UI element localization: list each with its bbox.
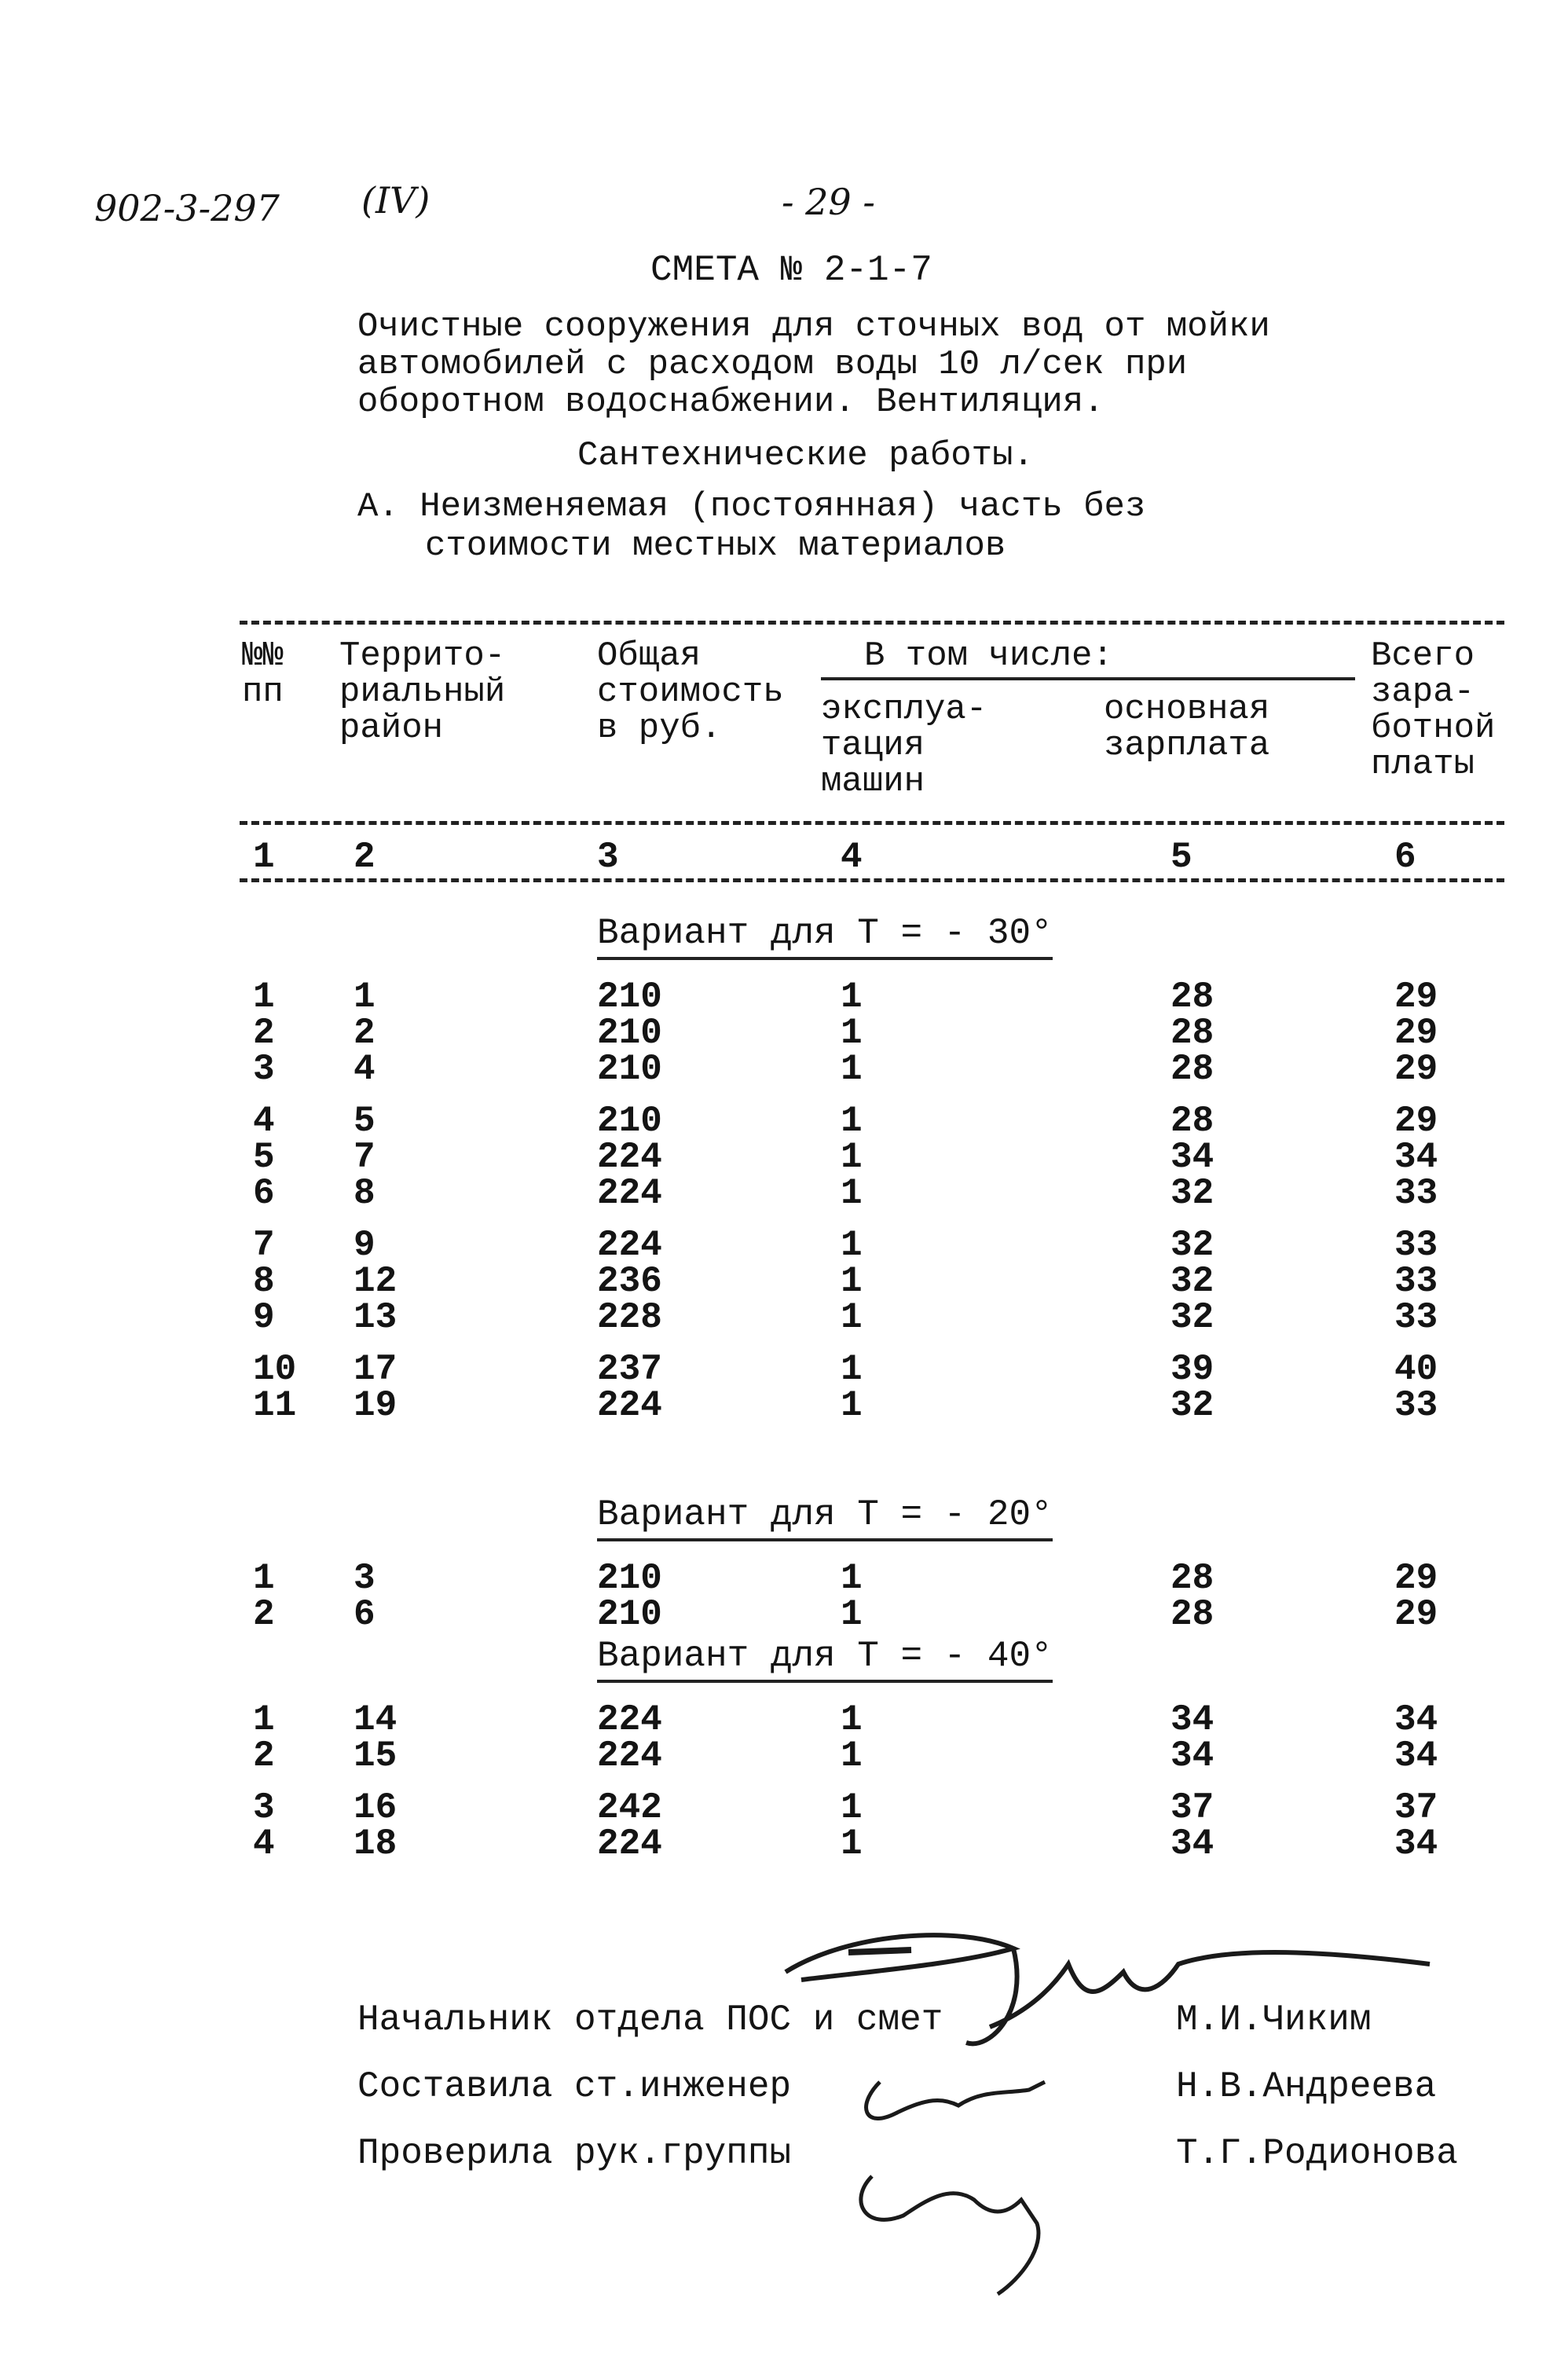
table-cell: 7 — [253, 1225, 275, 1266]
variant-heading: Вариант для Т = - 20° — [597, 1494, 1053, 1541]
table-cell: 3 — [354, 1558, 376, 1599]
table-cell: 9 — [253, 1297, 275, 1338]
description-line: оборотном водоснабжении. Вентиляция. — [357, 383, 1105, 422]
table-cell: 15 — [354, 1735, 397, 1776]
table-cell: 14 — [354, 1699, 397, 1740]
colnum-bottom-rule — [240, 878, 1504, 882]
signature-name: М.И.Чиким — [1176, 1999, 1372, 2040]
section-line: А. Неизменяемая (постоянная) часть без — [357, 487, 1146, 526]
table-cell: 17 — [354, 1349, 397, 1390]
table-cell: 210 — [597, 1558, 662, 1599]
table-cell: 1 — [841, 1297, 863, 1338]
description-line: автомобилей с расходом воды 10 л/сек при — [357, 345, 1188, 384]
sheet-number: (IV) — [361, 179, 430, 222]
table-cell: 237 — [597, 1349, 662, 1390]
table-cell: 1 — [841, 1385, 863, 1426]
table-cell: 29 — [1394, 1101, 1438, 1142]
table-cell: 18 — [354, 1823, 397, 1864]
table-cell: 34 — [1171, 1137, 1214, 1178]
table-cell: 28 — [1171, 1558, 1214, 1599]
table-cell: 1 — [841, 1013, 863, 1054]
column-number: 3 — [597, 837, 619, 878]
header-col-total-salary: Всего зара- ботной платы — [1371, 636, 1496, 784]
table-cell: 224 — [597, 1173, 662, 1214]
table-cell: 11 — [253, 1385, 297, 1426]
table-cell: 7 — [354, 1137, 376, 1178]
signature-role: Начальник отдела ПОС и смет — [357, 1999, 943, 2040]
table-cell: 4 — [354, 1049, 376, 1090]
group-underline — [821, 677, 1355, 680]
table-cell: 28 — [1171, 1594, 1214, 1635]
table-cell: 34 — [1394, 1137, 1438, 1178]
header-col-territory: Террито- риальный район — [339, 636, 506, 748]
table-cell: 1 — [354, 977, 376, 1017]
table-cell: 28 — [1171, 1101, 1214, 1142]
table-cell: 10 — [253, 1349, 297, 1390]
table-cell: 37 — [1394, 1787, 1438, 1828]
table-cell: 224 — [597, 1225, 662, 1266]
table-cell: 32 — [1171, 1225, 1214, 1266]
section-heading — [357, 487, 1145, 566]
table-cell: 34 — [1171, 1699, 1214, 1740]
signature-name: Т.Г.Родионова — [1176, 2133, 1458, 2174]
table-cell: 224 — [597, 1385, 662, 1426]
page-number: - 29 - — [782, 181, 875, 223]
table-cell: 32 — [1171, 1261, 1214, 1302]
table-cell: 1 — [841, 1349, 863, 1390]
table-cell: 2 — [253, 1594, 275, 1635]
signature-name: Н.В.Андреева — [1176, 2066, 1437, 2107]
signature-role: Составила ст.инженер — [357, 2066, 792, 2107]
table-cell: 1 — [253, 1558, 275, 1599]
column-number: 5 — [1171, 837, 1192, 878]
table-cell: 1 — [841, 1137, 863, 1178]
table-cell: 33 — [1394, 1385, 1438, 1426]
works-subtitle: Сантехнические работы. — [577, 436, 1034, 475]
table-cell: 2 — [354, 1013, 376, 1054]
table-cell: 228 — [597, 1297, 662, 1338]
table-cell: 3 — [253, 1787, 275, 1828]
table-cell: 37 — [1171, 1787, 1214, 1828]
table-cell: 29 — [1394, 1013, 1438, 1054]
estimate-description — [357, 308, 1270, 421]
table-top-rule — [240, 621, 1504, 625]
table-cell: 29 — [1394, 1558, 1438, 1599]
table-cell: 1 — [253, 1699, 275, 1740]
signature-role: Проверила рук.группы — [357, 2133, 792, 2174]
table-cell: 210 — [597, 1013, 662, 1054]
table-cell: 34 — [1171, 1735, 1214, 1776]
table-cell: 2 — [253, 1735, 275, 1776]
table-cell: 28 — [1171, 1013, 1214, 1054]
header-col-machines: эксплуа- тация машин — [821, 690, 987, 801]
table-cell: 1 — [841, 1699, 863, 1740]
table-cell: 3 — [253, 1049, 275, 1090]
table-cell: 34 — [1394, 1735, 1438, 1776]
table-cell: 33 — [1394, 1225, 1438, 1266]
estimate-title: СМЕТА № 2-1-7 — [650, 250, 932, 291]
table-cell: 29 — [1394, 977, 1438, 1017]
table-cell: 33 — [1394, 1297, 1438, 1338]
table-cell: 224 — [597, 1823, 662, 1864]
header-col-total-cost: Общая стоимость в руб. — [597, 636, 784, 748]
table-cell: 32 — [1171, 1385, 1214, 1426]
table-cell: 32 — [1171, 1297, 1214, 1338]
table-cell: 19 — [354, 1385, 397, 1426]
table-cell: 13 — [354, 1297, 397, 1338]
table-cell: 210 — [597, 1101, 662, 1142]
table-cell: 16 — [354, 1787, 397, 1828]
section-line: стоимости местных материалов — [425, 526, 1006, 566]
table-cell: 1 — [253, 977, 275, 1017]
table-cell: 210 — [597, 1049, 662, 1090]
header-col-number: №№ пп — [242, 636, 284, 712]
table-cell: 2 — [253, 1013, 275, 1054]
table-cell: 28 — [1171, 1049, 1214, 1090]
table-cell: 29 — [1394, 1049, 1438, 1090]
column-number: 4 — [841, 837, 863, 878]
variant-heading: Вариант для Т = - 30° — [597, 913, 1053, 960]
table-cell: 39 — [1171, 1349, 1214, 1390]
table-cell: 224 — [597, 1699, 662, 1740]
table-cell: 34 — [1171, 1823, 1214, 1864]
table-cell: 8 — [354, 1173, 376, 1214]
document-code: 902-3-297 — [94, 187, 280, 229]
table-cell: 210 — [597, 1594, 662, 1635]
table-cell: 242 — [597, 1787, 662, 1828]
table-cell: 6 — [253, 1173, 275, 1214]
variant-heading: Вариант для Т = - 40° — [597, 1636, 1053, 1683]
column-number: 2 — [354, 837, 376, 878]
table-cell: 5 — [253, 1137, 275, 1178]
description-line: Очистные сооружения для сточных вод от мойки — [357, 307, 1270, 346]
table-cell: 224 — [597, 1137, 662, 1178]
table-cell: 210 — [597, 977, 662, 1017]
table-cell: 33 — [1394, 1261, 1438, 1302]
column-number: 1 — [253, 837, 275, 878]
table-cell: 29 — [1394, 1594, 1438, 1635]
table-cell: 6 — [354, 1594, 376, 1635]
table-cell: 32 — [1171, 1173, 1214, 1214]
table-cell: 1 — [841, 1261, 863, 1302]
table-cell: 33 — [1394, 1173, 1438, 1214]
header-group-including: В том числе: — [864, 636, 1113, 676]
header-col-base-salary: основная зарплата — [1104, 690, 1270, 765]
table-cell: 1 — [841, 1101, 863, 1142]
table-cell: 1 — [841, 1594, 863, 1635]
table-cell: 4 — [253, 1823, 275, 1864]
table-cell: 1 — [841, 977, 863, 1017]
table-cell: 34 — [1394, 1823, 1438, 1864]
column-number: 6 — [1394, 837, 1416, 878]
table-cell: 40 — [1394, 1349, 1438, 1390]
table-cell: 1 — [841, 1225, 863, 1266]
table-cell: 5 — [354, 1101, 376, 1142]
table-cell: 4 — [253, 1101, 275, 1142]
table-cell: 8 — [253, 1261, 275, 1302]
table-cell: 1 — [841, 1735, 863, 1776]
table-cell: 1 — [841, 1049, 863, 1090]
table-cell: 1 — [841, 1558, 863, 1599]
table-cell: 34 — [1394, 1699, 1438, 1740]
table-cell: 1 — [841, 1173, 863, 1214]
table-cell: 9 — [354, 1225, 376, 1266]
table-cell: 1 — [841, 1787, 863, 1828]
table-cell: 12 — [354, 1261, 397, 1302]
table-cell: 1 — [841, 1823, 863, 1864]
table-cell: 28 — [1171, 977, 1214, 1017]
header-bottom-rule — [240, 821, 1504, 825]
table-cell: 236 — [597, 1261, 662, 1302]
table-cell: 224 — [597, 1735, 662, 1776]
